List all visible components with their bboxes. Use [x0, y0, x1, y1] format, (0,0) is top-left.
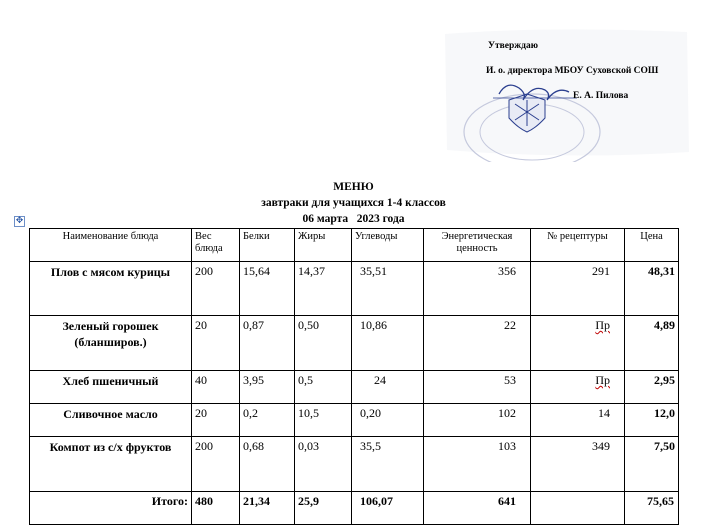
dish-protein: 3,95: [240, 371, 295, 404]
dish-recipe: 291: [531, 262, 625, 316]
dish-fat: 10,5: [295, 404, 352, 437]
dish-carbs: 0,20: [352, 404, 424, 437]
menu-title: МЕНЮ: [333, 181, 374, 193]
dish-recipe: 349: [531, 437, 625, 492]
col-header-price: Цена: [625, 229, 679, 262]
col-header-name: Наименование блюда: [30, 229, 192, 262]
total-price: 75,65: [625, 492, 679, 525]
total-row: [30, 492, 679, 525]
total-weight: 480: [192, 492, 240, 525]
dish-weight: 40: [192, 371, 240, 404]
official-stamp: [437, 22, 692, 162]
total-energy: 641: [424, 492, 531, 525]
dish-protein: 0,68: [240, 437, 295, 492]
col-header-fat: Жиры: [295, 229, 352, 262]
dish-carbs: 35,51: [352, 262, 424, 316]
table-row: [30, 404, 679, 437]
table-row: [30, 371, 679, 404]
dish-recipe: [531, 316, 625, 371]
dish-protein: 0,2: [240, 404, 295, 437]
dish-price: 48,31: [625, 262, 679, 316]
col-header-energy: Энергетическая ценность: [424, 229, 531, 262]
total-recipe: [531, 492, 625, 525]
total-label: Итого:: [30, 492, 192, 525]
menu-subtitle: завтраки для учащихся 1-4 классов: [261, 197, 446, 209]
dish-price: 7,50: [625, 437, 679, 492]
dish-weight: 20: [192, 316, 240, 371]
dish-name: [30, 316, 192, 371]
table-row: [30, 262, 679, 316]
dish-weight: 20: [192, 404, 240, 437]
dish-fat: 14,37: [295, 262, 352, 316]
dish-energy: 53: [424, 371, 531, 404]
dish-energy: 22: [424, 316, 531, 371]
dish-price: 2,95: [625, 371, 679, 404]
dish-protein: 15,64: [240, 262, 295, 316]
table-row: [30, 316, 679, 371]
dish-price: 4,89: [625, 316, 679, 371]
dish-fat: 0,03: [295, 437, 352, 492]
dish-fat: 0,5: [295, 371, 352, 404]
approval-line-1: Утверждаю: [488, 41, 538, 51]
table-move-handle-icon[interactable]: ✥: [15, 216, 24, 226]
dish-fat: 0,50: [295, 316, 352, 371]
total-carbs: 106,07: [352, 492, 424, 525]
dish-carbs: 35,5: [352, 437, 424, 492]
dish-recipe: 14: [531, 404, 625, 437]
dish-name: Плов с мясом курицы: [30, 262, 192, 316]
col-header-weight: Вес блюда: [192, 229, 240, 262]
recipe-code: Пр: [595, 318, 610, 332]
dish-protein: 0,87: [240, 316, 295, 371]
approval-signatory: Е. А. Пилова: [573, 91, 629, 101]
col-header-recipe: № рецептуры: [531, 229, 625, 262]
dish-price: 12,0: [625, 404, 679, 437]
dish-name-text: Зеленый горошек (бланширов.): [62, 319, 159, 350]
dish-energy: 102: [424, 404, 531, 437]
table-header-row: [30, 229, 679, 262]
dish-energy: 356: [424, 262, 531, 316]
approval-line-2: И. о. директора МБОУ Суховской СОШ: [486, 66, 659, 76]
col-header-carbs: Углеводы: [352, 229, 424, 262]
dish-recipe: [531, 371, 625, 404]
dish-weight: 200: [192, 262, 240, 316]
dish-name: Хлеб пшеничный: [30, 371, 192, 404]
dish-carbs: 10,86: [352, 316, 424, 371]
dish-carbs: 24: [352, 371, 424, 404]
dish-name: Сливочное масло: [30, 404, 192, 437]
recipe-code: Пр: [595, 373, 610, 387]
menu-date: 06 марта 2023 года: [302, 213, 405, 225]
table-row: [30, 437, 679, 492]
dish-energy: 103: [424, 437, 531, 492]
dish-weight: 200: [192, 437, 240, 492]
dish-name: Компот из с/х фруктов: [30, 437, 192, 492]
total-protein: 21,34: [240, 492, 295, 525]
col-header-protein: Белки: [240, 229, 295, 262]
total-fat: 25,9: [295, 492, 352, 525]
menu-table: [29, 228, 679, 525]
